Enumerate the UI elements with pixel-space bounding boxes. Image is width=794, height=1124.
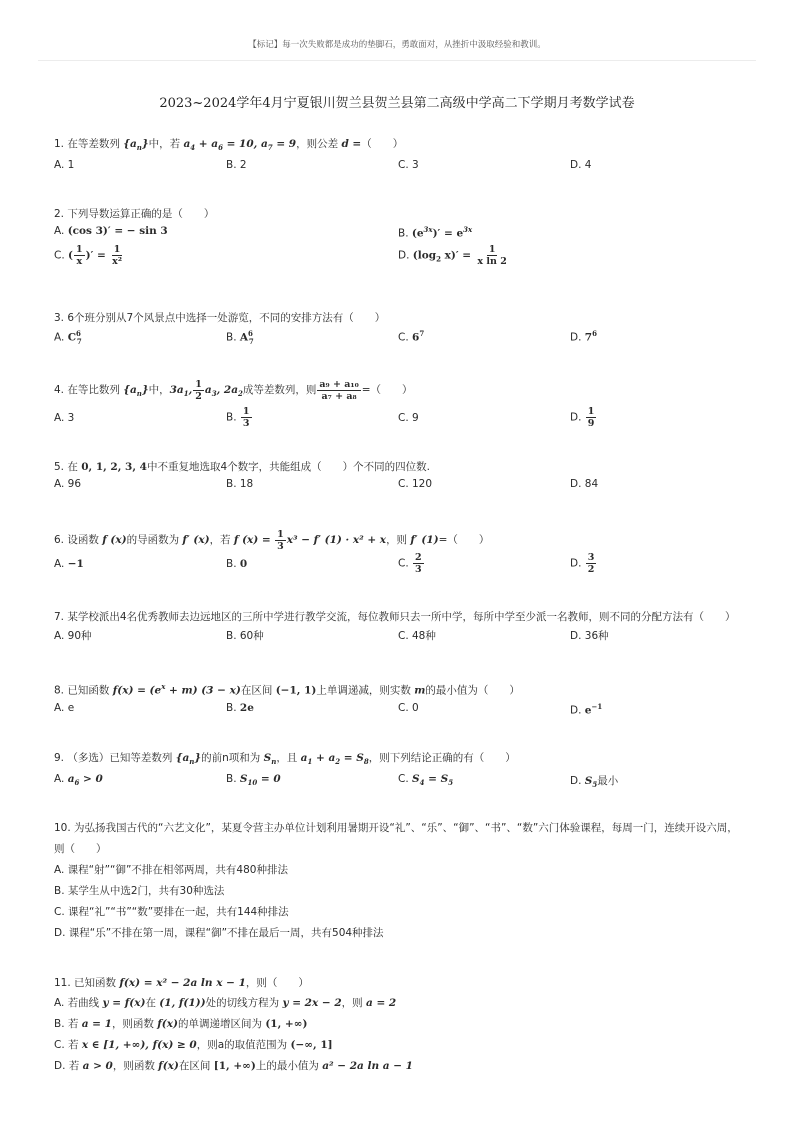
option-c: C. 9 bbox=[398, 412, 419, 425]
question-5-stem: 5. 在 0, 1, 2, 3, 4中不重复地选取4个数字，共能组成（ ）个不同的四位数. bbox=[54, 461, 431, 473]
question-7 bbox=[54, 609, 744, 647]
option-a: A. 课程“射”“御”不排在相邻两周，共有480种排法 bbox=[54, 864, 288, 876]
option-b: B. $S_{10} = 0$ bbox=[226, 773, 281, 788]
option-d: D. 课程“乐”不排在第一周，课程“御”不排在最后一周，共有504种排法 bbox=[54, 927, 384, 939]
option-c: C. 120 bbox=[398, 478, 433, 490]
option-a: A. (cos 3)′ = − sin 3 bbox=[54, 225, 168, 237]
question-2-stem: 2. 下列导数运算正确的是（ ） bbox=[54, 208, 215, 220]
fraction: $\frac{1}{3}$ bbox=[242, 406, 250, 430]
option-d: D. 4 bbox=[570, 159, 592, 172]
option-c: C. $6^7$ bbox=[398, 329, 425, 344]
fraction: $\frac{2}{3}$ bbox=[415, 552, 422, 575]
question-8-options bbox=[54, 699, 744, 721]
option-b: B. $A^6_7$ bbox=[226, 329, 254, 346]
question-3-options bbox=[54, 326, 744, 348]
question-6-options bbox=[54, 552, 744, 582]
option-a: A. $C^6_7$ bbox=[54, 329, 82, 346]
option-a: A. 3 bbox=[54, 412, 75, 425]
option-a: A. 96 bbox=[54, 478, 82, 490]
option-d: D. ($\log_2$ x)′ = $\frac{1}{\text{x ln 2}}$ bbox=[398, 244, 507, 267]
fraction: $\frac{1}{3}$ bbox=[277, 528, 284, 552]
fraction: $\frac{1}{\text{x ln 2}}$ bbox=[477, 244, 507, 267]
option-c: C. 0 bbox=[398, 701, 419, 714]
question-3 bbox=[54, 310, 744, 348]
question-8 bbox=[54, 679, 744, 721]
option-d: D. 若 a > 0，则函数 f(x)在区间 [1, +∞)上的最小值为 a² − 2a ln a − 1 bbox=[54, 1060, 413, 1072]
fraction: $\frac{1}{x}$ bbox=[75, 244, 83, 267]
option-c: C. 48种 bbox=[398, 630, 436, 642]
question-7-options bbox=[54, 625, 744, 647]
question-9-options bbox=[54, 770, 744, 792]
option-d: D. $\frac{1}{9}$ bbox=[570, 406, 595, 430]
option-c: C. 3 bbox=[398, 159, 419, 172]
option-c: C. 课程“礼”“书”“数”要排在一起，共有144种排法 bbox=[54, 906, 289, 918]
option-c: C. 若 x ∈ [1, +∞), f(x) ≥ 0，则a的取值范围为 (−∞, 1] bbox=[54, 1039, 333, 1051]
question-10-stem: 10. 为弘扬我国古代的“六艺文化”，某夏令营主办单位计划利用暑期开设“礼”、“乐”、“御”、“书”、“数”六门体验课程，每周一门，连续开设六周，则（ ） bbox=[54, 822, 738, 855]
question-7-stem: 7. 某学校派出4名优秀教师去边远地区的三所中学进行教学交流，每位教师只去一所中学，每所中学至少派一名教师，则不同的分配方法有（ ） bbox=[54, 611, 736, 623]
fraction: $\frac{3}{2}$ bbox=[587, 552, 595, 575]
question-11-stem: 11. 已知函数 f(x) = x² − 2a ln x − 1，则（ ） bbox=[54, 977, 309, 989]
header-divider bbox=[38, 60, 756, 61]
option-c: C. $S_4 = S_5$ bbox=[398, 773, 454, 788]
option-d: D. 84 bbox=[570, 478, 599, 490]
question-5 bbox=[54, 459, 744, 497]
question-2 bbox=[54, 206, 744, 274]
option-b: B. 2 bbox=[226, 159, 247, 172]
option-b: B. $(e^{3x})' = e^{3x}$ bbox=[398, 225, 473, 240]
option-d: D. $e^{-1}$ bbox=[570, 701, 603, 716]
option-d: D. 36种 bbox=[570, 630, 609, 642]
question-4 bbox=[54, 378, 744, 436]
option-a: A. 若曲线 y = f(x)在 (1, f(1))处的切线方程为 y = 2x − 2，则 a = 2 bbox=[54, 997, 397, 1009]
option-b: B. 某学生从中选2门，共有30种选法 bbox=[54, 885, 225, 897]
option-c: C. ( $\frac{1}{x}$ )′ = $\frac{1}{\text{x²}}$ bbox=[54, 244, 122, 267]
option-a: A. $a_6 > 0$ bbox=[54, 773, 103, 788]
question-3-stem: 3. 6个班分别从7个风景点中选择一处游览，不同的安排方法有（ ） bbox=[54, 312, 386, 324]
option-c: C. $\frac{2}{3}$ bbox=[398, 552, 422, 575]
option-a: A. e bbox=[54, 701, 75, 714]
fraction: $\frac{\text{a₉ + a₁₀}}{\text{a₇ + a₈}}$ bbox=[319, 378, 359, 402]
question-6 bbox=[54, 528, 744, 582]
option-b: B. 0 bbox=[226, 558, 248, 570]
question-2-options-row2 bbox=[54, 244, 744, 274]
question-2-options-row1 bbox=[54, 222, 744, 244]
question-8-stem: 8. 已知函数 $f(x) = (e^x + m) (3 - x)$在区间 (−1, 1)上单调递减，则实数 m的最小值为（ ） bbox=[54, 682, 520, 697]
question-1-options bbox=[54, 156, 744, 178]
option-d: D. $\frac{3}{2}$ bbox=[570, 552, 595, 575]
question-11 bbox=[54, 973, 744, 1077]
header-motto: 【标记】每一次失败都是成功的垫脚石，勇敢面对，从挫折中汲取经验和教训。 bbox=[248, 40, 546, 50]
question-4-stem: 4. 在等比数列 $\{a_n\}$中，$3a_1$, $\frac{1}{2}$ $a_3$, $2a_2$成等差数列，则 $\frac{\text{a₉ + a₁₀}}{\text{a₇ + a₈}}$ =（ ） bbox=[54, 378, 413, 402]
option-d: D. $7^6$ bbox=[570, 329, 597, 344]
question-10 bbox=[54, 818, 744, 944]
option-b: B. 60种 bbox=[226, 630, 264, 642]
exam-title: 2023~2024学年4月宁夏银川贺兰县贺兰县第二高级中学高二下学期月考数学试卷 bbox=[159, 96, 635, 111]
option-a: A. 1 bbox=[54, 159, 75, 172]
option-b: B. $\frac{1}{3}$ bbox=[226, 406, 250, 430]
question-6-stem: 6. 设函数 f (x)的导函数为 f′ (x)，若 f (x) = $\frac{1}{3}$ x³ − f′ (1) · x² + x，则 f′ (1)=（ ） bbox=[54, 528, 490, 552]
question-1 bbox=[54, 136, 744, 178]
option-a: A. 90种 bbox=[54, 630, 92, 642]
fraction: $\frac{1}{2}$ bbox=[195, 378, 202, 402]
fraction: $\frac{1}{9}$ bbox=[587, 406, 595, 430]
option-b: B. 18 bbox=[226, 478, 254, 490]
option-b: B. 若 a = 1，则函数 f(x)的单调递增区间为 (1, +∞) bbox=[54, 1018, 308, 1030]
option-d: D. $S_5$最小 bbox=[570, 775, 619, 790]
question-4-options bbox=[54, 406, 744, 436]
question-9-stem: 9. （多选）已知等差数列 $\{a_n\}$的前n项和为 $S_n$，且 $a_1 + a_2 = S_8$，则下列结论正确的有（ ） bbox=[54, 752, 516, 767]
option-b: B. 2e bbox=[226, 701, 254, 714]
question-9 bbox=[54, 750, 744, 792]
option-a: A. −1 bbox=[54, 558, 84, 570]
question-1-stem: 1. 在等差数列 $\{a_n\}$中，若 $a_4 + a_6 = 10$, $a_7 = 9$，则公差 d =（ ） bbox=[54, 138, 404, 153]
question-5-options bbox=[54, 475, 744, 497]
fraction: $\frac{1}{\text{x²}}$ bbox=[112, 244, 122, 267]
